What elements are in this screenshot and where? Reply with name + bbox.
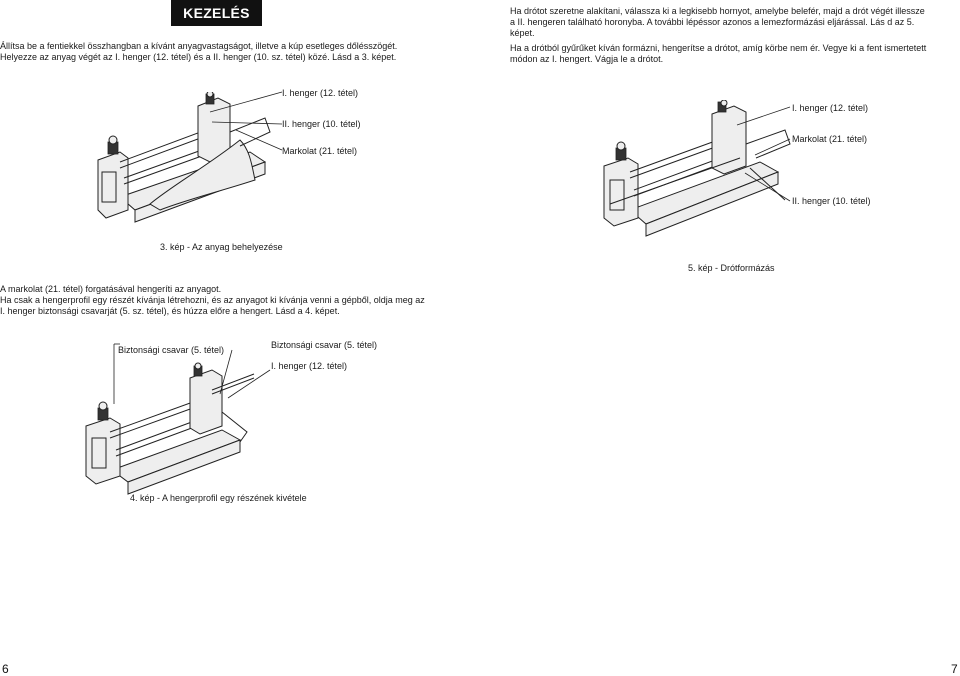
section-title: KEZELÉS: [171, 0, 262, 26]
left-intro-paragraph: [0, 41, 440, 63]
fig4-label-screw-left: Biztonsági csavar (5. tétel): [118, 345, 225, 355]
middle-line-3: I. henger biztonsági csavarját (5. sz. tétel), és húzza előre a hengert. Lásd a 4. képet.: [0, 306, 340, 316]
right-intro-paragraphs: [510, 6, 960, 65]
page-number-left: 6: [2, 662, 9, 676]
fig5-label-roller-1: I. henger (12. tétel): [792, 103, 869, 113]
fig3-label-roller-1: I. henger (12. tétel): [282, 88, 359, 98]
fig5-label-handle: Markolat (21. tétel): [792, 134, 868, 144]
right-intro-p1-line-1: Ha drótot szeretne alakítani, válassza ki a legkisebb hornyot, amelybe belefér, majd a drót végét illessze: [510, 6, 925, 16]
right-intro-p2-line-1: Ha a drótból gyűrűket kíván formázni, hengerítse a drótot, amíg körbe nem ér. Vegye ki a fent ismertetett: [510, 43, 927, 53]
middle-line-1: A markolat (21. tétel) forgatásával hengeríti az anyagot.: [0, 284, 222, 294]
middle-line-2: Ha csak a hengerprofil egy részét kívánja létrehozni, és az anyagot ki kívánja venni a gépből, oldja meg az: [0, 295, 425, 305]
figure-5-leader-lines: [735, 103, 795, 208]
figure-3-leader-lines: [200, 90, 290, 160]
left-intro-line-2: Helyezze az anyag végét az I. henger (12. tétel) és a II. henger (10. sz. tétel) közé. Lásd a 3. képet.: [0, 52, 397, 62]
fig4-label-screw-right: Biztonsági csavar (5. tétel): [271, 340, 378, 350]
fig3-caption: 3. kép - Az anyag behelyezése: [160, 242, 283, 252]
fig3-label-handle: Markolat (21. tétel): [282, 146, 358, 156]
page-number-right: 7: [951, 662, 958, 676]
fig4-label-roller-1: I. henger (12. tétel): [271, 361, 348, 371]
right-intro-p2-line-2: módon az I. hengert. Vágja le a drótot.: [510, 54, 664, 64]
middle-paragraph: [0, 284, 480, 317]
fig4-caption: 4. kép - A hengerprofil egy részének kivétele: [130, 493, 307, 503]
left-intro-line-1: Állítsa be a fentiekkel összhangban a kívánt anyagvastagságot, illetve a kúp esetleges dőlésszögét.: [0, 41, 398, 51]
right-intro-p1-line-3: képet.: [510, 28, 535, 38]
fig3-label-roller-2: II. henger (10. tétel): [282, 119, 361, 129]
right-intro-p1-line-2: a II. hengeren található horonyba. A további lépéssor azonos a lemezformázási eljárással. Lás d az 5.: [510, 17, 915, 27]
fig5-label-roller-2: II. henger (10. tétel): [792, 196, 871, 206]
fig5-caption: 5. kép - Drótformázás: [688, 263, 775, 273]
